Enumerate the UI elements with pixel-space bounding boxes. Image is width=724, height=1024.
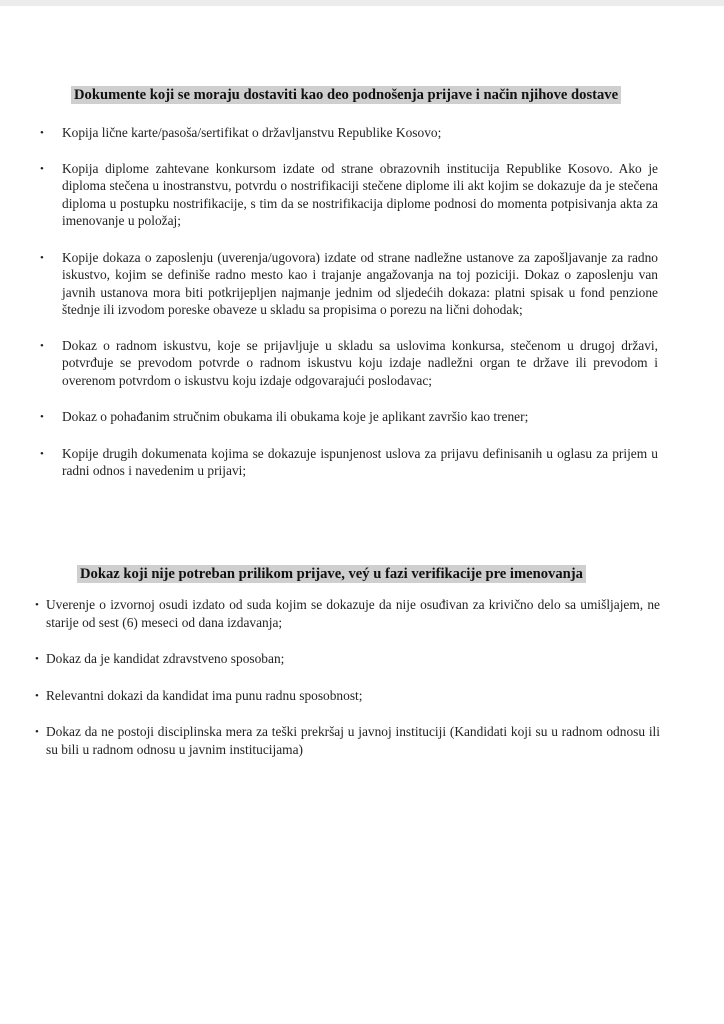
list-item-text: Dokaz o radnom iskustvu, koje se prijavljuje u skladu sa uslovima konkursa, stečenom u drugoj državi, potvrđuje se prevodom potvrde o radnom iskustvu koju izdaje nadležni organ te države ili prevodom i overenom potvrdom o iskustvu koju izdaje odgovarajući poslodavac; xyxy=(62,337,658,388)
bullet-icon: • xyxy=(40,411,44,423)
list-item xyxy=(40,249,658,319)
section-heading-required-documents: Dokumente koji se moraju dostaviti kao deo podnošenja prijave i način njihove dostave xyxy=(71,86,621,104)
list-item xyxy=(35,687,660,705)
list-item xyxy=(40,160,658,230)
list-item-text: Relevantni dokazi da kandidat ima punu radnu sposobnost; xyxy=(46,687,363,703)
bullet-icon: • xyxy=(40,127,44,139)
list-item-text: Dokaz da ne postoji disciplinska mera za teški prekršaj u javnoj instituciji (Kandidati koji su u radnom odnosu ili su bili u radnom odnosu u javnim institucijama) xyxy=(46,724,660,757)
list-item-text: Kopija lične karte/pasoša/sertifikat o državljanstvu Republike Kosovo; xyxy=(62,125,442,140)
list-item xyxy=(40,408,658,426)
list-item xyxy=(35,596,660,631)
section-heading-verification-documents: Dokaz koji nije potreban prilikom prijave, veý u fazi verifikacije pre imenovanja xyxy=(77,565,586,583)
bullet-icon: • xyxy=(35,726,39,738)
list-item-text: Kopije drugih dokumenata kojima se dokazuje ispunjenost uslova za prijavu definisanih u oglasu za prijem u radni odnos i navedenim u prijavi; xyxy=(62,445,658,478)
bullet-icon: • xyxy=(40,251,44,264)
bullet-icon: • xyxy=(40,162,44,175)
verification-documents-list xyxy=(35,596,660,758)
list-item xyxy=(35,723,660,758)
list-item-text: Kopije dokaza o zaposlenju (uverenja/ugovora) izdate od strane nadležne ustanove za zapošljavanje za radno iskustvo, kojim se definiše radno mesto kao i trajanje angažovanja na toj poziciji. Dokaz o zaposlenju van javnih ustanova mora biti potkrijepljen najmanje jednim od sljedećih dokaza: platni spisak u fond penzione štednje ili izvodom poreske obaveze u skladu sa propisima o porezu na lični dohodak; xyxy=(62,249,658,317)
required-documents-list xyxy=(40,124,658,480)
list-item-text: Kopija diplome zahtevane konkursom izdate od strane obrazovnih institucija Republike Kosovo. Ako je diploma stečena u inostranstvu, potvrdu o nostrifikaciji stečene diplome ili akt kojim se dokazuje da je stečena diploma u postupku nostrifikacije, s tim da se nostrifikacija diplome podnosi do momenta potpisivanja akta za imenovanje u položaj; xyxy=(62,160,658,228)
bullet-icon: • xyxy=(40,339,44,352)
list-item xyxy=(40,124,658,142)
list-item xyxy=(35,650,660,668)
scan-top-edge xyxy=(0,0,724,6)
bullet-icon: • xyxy=(40,447,44,460)
list-item-text: Dokaz da je kandidat zdravstveno sposoban; xyxy=(46,651,285,666)
bullet-icon: • xyxy=(35,653,39,665)
list-item-text: Uverenje o izvornoj osudi izdato od suda kojim se dokazuje da nije osuđivan za krivično delo sa umišljajem, ne starije od sest (6) meseci od dana izdavanja; xyxy=(46,597,660,630)
list-item xyxy=(40,445,658,480)
list-item-text: Dokaz o pohađanim stručnim obukama ili obukama koje je aplikant završio kao trener; xyxy=(62,409,529,424)
bullet-icon: • xyxy=(35,599,39,611)
bullet-icon: • xyxy=(35,689,39,702)
list-item xyxy=(40,337,658,390)
